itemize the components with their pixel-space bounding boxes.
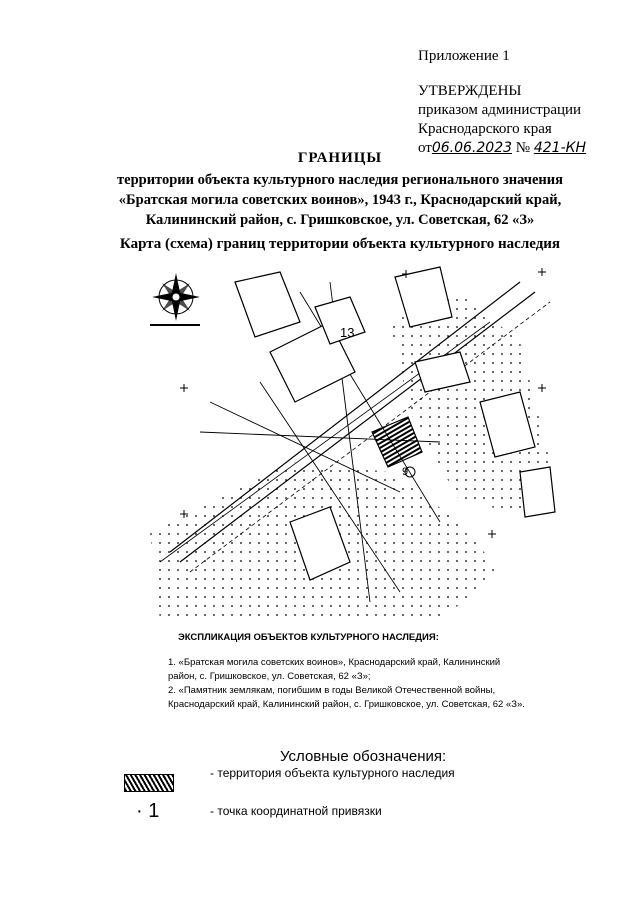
document-heading: ГРАНИЦЫ (297, 150, 383, 166)
subtitle-line-3: Калининский район, с. Гришковское, ул. Советская, 62 «З» (145, 212, 535, 228)
document-subtitle (60, 170, 620, 230)
map-title: Карта (схема) границ территории объекта культурного наследия (119, 236, 561, 252)
explication-heading: ЭКСПЛИКАЦИЯ ОБЪЕКТОВ КУЛЬТУРНОГО НАСЛЕДИЯ: (178, 632, 439, 643)
legend-hatch-swatch (124, 774, 174, 792)
approved-label: УТВЕРЖДЕНЫ (418, 83, 522, 99)
boundary-map (140, 262, 560, 620)
point-label-13: 13 (340, 325, 355, 340)
explication-item-1: 1. «Братская могила советских воинов», Краснодарский край, Калининский район, с. Гришковское, ул. Советская, 62 «З»; (168, 657, 501, 682)
north-bar (150, 324, 200, 326)
approval-block (418, 82, 586, 158)
number-value: 421-КН (533, 140, 587, 156)
explication-item-2: 2. «Памятник землякам, погибшим в годы Великой Отечественной войны, Краснодарский край, Калининский район, с. Гришковское, ул. Советская, 62 «З». (168, 685, 525, 710)
subtitle-line-1: территории объекта культурного наследия регионального значения (117, 172, 563, 188)
subtitle-line-2: «Братская могила советских воинов», 1943 г., Краснодарский край, (118, 192, 562, 208)
date-prefix: от (418, 140, 432, 156)
order-label: приказом администрации (418, 102, 582, 118)
point-label-9: 9 (402, 466, 409, 478)
explication-list (168, 656, 528, 712)
legend-point-label: - точка координатной привязки (210, 804, 382, 818)
number-prefix: № (515, 140, 531, 156)
annex-label: Приложение 1 (418, 48, 510, 64)
legend-territory-label: - территория объекта культурного наследия (210, 766, 455, 780)
legend-title: Условные обозначения: (280, 748, 447, 765)
region-label: Краснодарского края (418, 121, 552, 137)
legend-point-symbol: · 1 (136, 800, 160, 822)
compass-rose-icon (152, 273, 200, 321)
heritage-territory (372, 417, 422, 467)
date-value: 06.06.2023 (431, 140, 513, 156)
